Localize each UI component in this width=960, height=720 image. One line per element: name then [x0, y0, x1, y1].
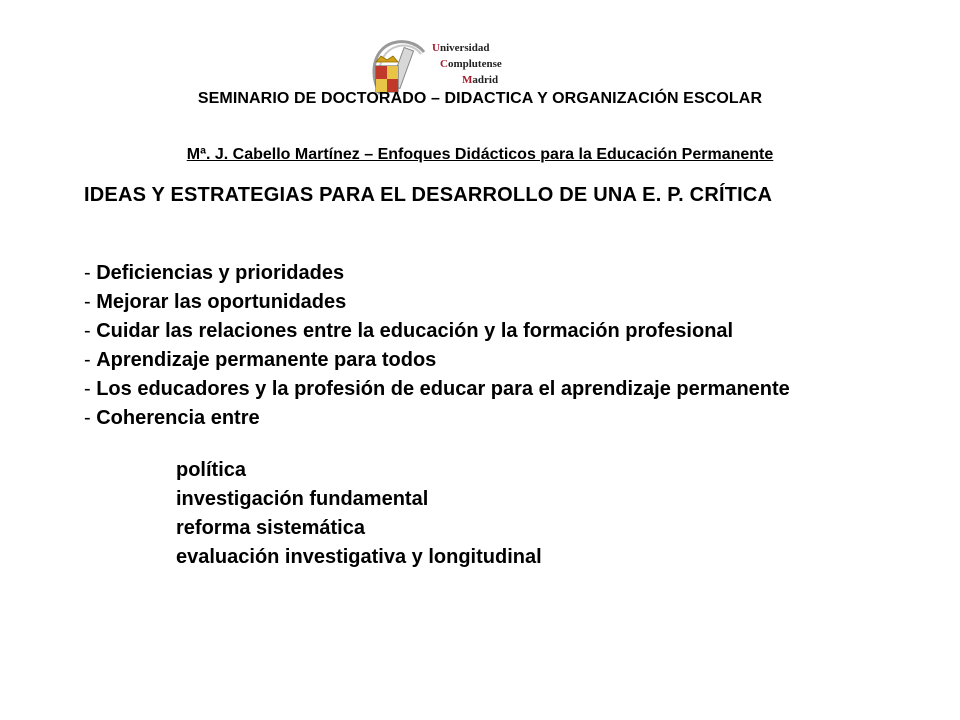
list-item: - Coherencia entre	[84, 407, 260, 429]
sublist-item: política	[176, 459, 247, 481]
list-item: - Los educadores y la profesión de educar para el aprendizaje permanente	[84, 378, 790, 400]
university-name: Universidad Complutense Madrid	[432, 42, 502, 86]
list-item: - Aprendizaje permanente para todos	[84, 349, 437, 371]
sublist-item: investigación fundamental	[176, 488, 429, 510]
list-item: - Deficiencias y prioridades	[84, 262, 345, 284]
list-item: - Cuidar las relaciones entre la educación y la formación profesional	[84, 320, 734, 342]
sublist-item: reforma sistemática	[176, 517, 365, 539]
list-item: - Mejorar las oportunidades	[84, 291, 347, 313]
slide-title: IDEAS Y ESTRATEGIAS PARA EL DESARROLLO DE UNA E. P. CRÍTICA	[84, 184, 773, 206]
strategy-list	[84, 262, 884, 436]
seminar-heading: SEMINARIO DE DOCTORADO – DIDACTICA Y ORGANIZACIÓN ESCOLAR	[197, 90, 763, 107]
author-subheading: Mª. J. Cabello Martínez – Enfoques Didácticos para la Educación Permanente	[186, 146, 774, 163]
sublist-item: evaluación investigativa y longitudinal	[176, 546, 542, 568]
coherence-sublist	[176, 459, 542, 575]
